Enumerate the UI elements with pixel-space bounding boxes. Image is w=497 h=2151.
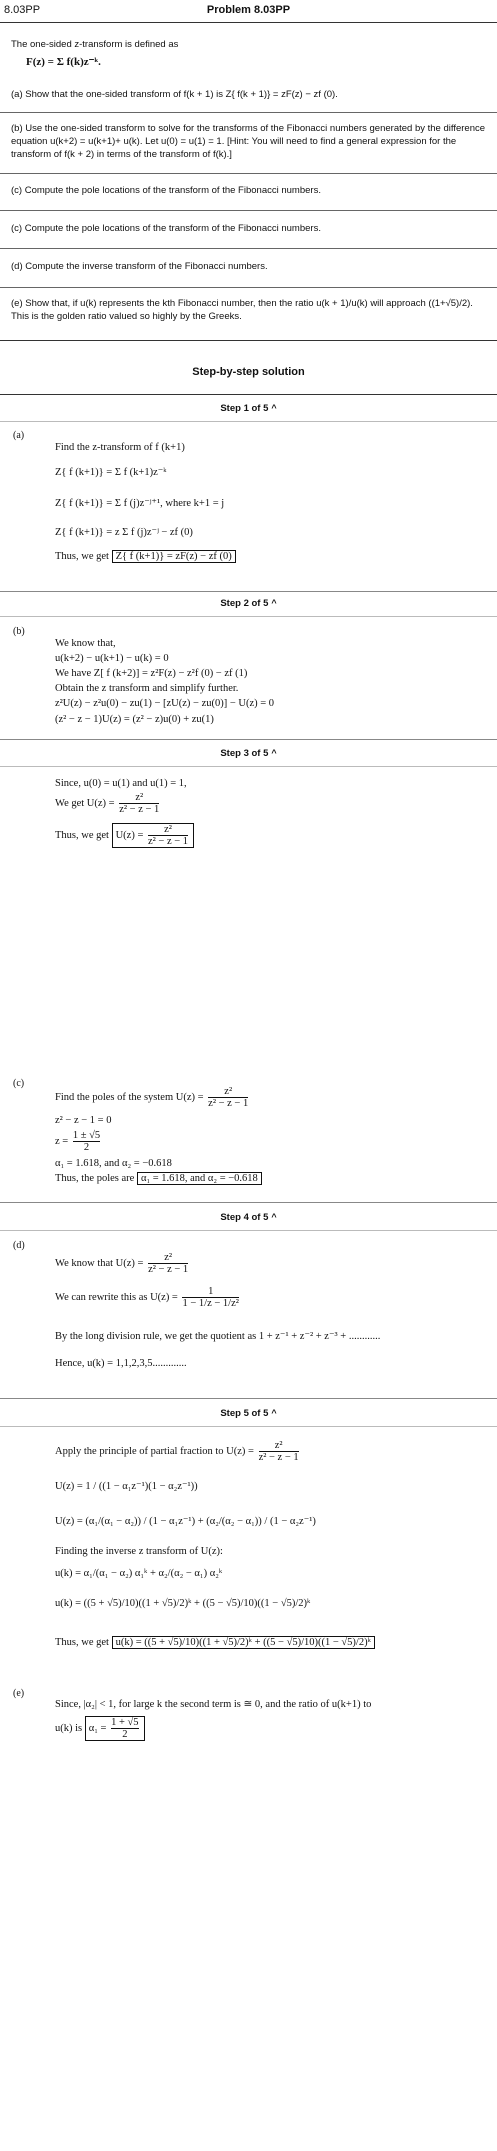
step4-line2: We can rewrite this as U(z) = $\frac{1}{\text{1 − 1/z − 1/z²}}$ [55,1286,239,1309]
step4-line4: Hence, u(k) = 1,1,2,3,5............. [55,1358,187,1369]
step3-thus: Thus, we get [55,829,109,841]
step1-line5 [55,550,236,563]
page-title: Problem 8.03PP [206,4,291,16]
step1-line3: Z{ f (k+1)} = Σ f (j)z⁻ʲ⁺¹, where k+1 = j [55,498,225,509]
section-divider [0,1398,497,1399]
problem-part-e: (e) Show that, if u(k) represents the kth Fibonacci number, then the ratio u(k + 1)/u(k) will approach ((1+√5)/2). This is the golden ratio valued so highly by the Greeks. [11,298,473,322]
part-label: (b) [13,626,25,637]
step1-thus: Thus, we get [55,551,109,562]
section-divider [0,591,497,592]
page-header [0,0,497,22]
step-1-header[interactable] [0,403,497,414]
step3-answer-box: U(z) = $\frac{\text{z²}}{\text{z² − z − 1}}$ [112,823,194,848]
divider [0,287,497,288]
section-divider [0,1202,497,1203]
part-label: (d) [13,1240,25,1251]
step2-line2: u(k+2) − u(k+1) − u(k) = 0 [55,653,169,664]
step3-c-line3: z = $\frac{1 \pm √5}{2}$ [55,1130,101,1153]
section-divider [0,340,497,341]
step2-line3: We have Z[ f (k+2)] = z²F(z) − z²f (0) − zf (1) [55,668,248,679]
problem-part-c1: (c) Compute the pole locations of the transform of the Fibonacci numbers. [11,185,321,196]
part-label: (c) [13,1078,25,1089]
step5-answer-box: u(k) = ((5 + √5)/10)((1 + √5)/2)ᵏ + ((5 − √5)/10)((1 − √5)/2)ᵏ [112,1636,375,1649]
step-divider [0,616,497,617]
step3-line3 [55,823,194,848]
step3-c-line1: Find the poles of the system U(z) = $\frac{\text{z²}}{\text{z² − z − 1}}$ [55,1086,249,1109]
step5-line2: U(z) = 1 / ((1 − α₁z⁻¹)(1 − α₂z⁻¹)) [55,1481,198,1492]
step-title: Step 3 of 5 [220,748,269,759]
step-title: Step 1 of 5 [220,403,269,414]
chevron-up-icon[interactable]: ^ [271,1408,277,1418]
step5-line1: Apply the principle of partial fraction to U(z) = $\frac{\text{z²}}{\text{z² − z − 1}}$ [55,1440,299,1463]
step3-line2 [55,792,161,815]
step5-line6: u(k) = ((5 + √5)/10)((1 + √5)/2)ᵏ + ((5 − √5)/10)((1 − √5)/2)ᵏ [55,1598,311,1609]
step5-line5: u(k) = α₁/(α₁ − α₂) α₁ᵏ + α₂/(α₂ − α₁) α₂ᵏ [55,1568,223,1579]
step-divider [0,766,497,767]
step-2-header[interactable] [0,598,497,609]
step2-line5: z²U(z) − z²u(0) − zu(1) − [zU(z) − zu(0)] − U(z) = 0 [55,698,275,709]
step3-c-line4: α₁ = 1.618, and α₂ = −0.618 [55,1158,172,1169]
problem-intro: The one-sided z-transform is defined as [11,39,179,50]
problem-part-c2: (c) Compute the pole locations of the transform of the Fibonacci numbers. [11,223,321,234]
step1-line1: Find the z-transform of f (k+1) [55,442,185,453]
problem-part-d: (d) Compute the inverse transform of the Fibonacci numbers. [11,261,268,272]
step4-line1: We know that U(z) = $\frac{\text{z²}}{\text{z² − z − 1}}$ [55,1252,189,1275]
step-3-header[interactable] [0,748,497,759]
step5-line3: U(z) = (α₁/(α₁ − α₂)) / (1 − α₁z⁻¹) + (α₂/(α₂ − α₁)) / (1 − α₂z⁻¹) [55,1516,316,1527]
step1-line4: Z{ f (k+1)} = z Σ f (j)z⁻ʲ − zf (0) [55,527,193,538]
step1-answer-box: Z{ f (k+1)} = zF(z) − zf (0) [112,550,236,563]
part-label: (e) [13,1688,25,1699]
step-title: Step 5 of 5 [220,1408,269,1419]
step3-we-get: We get U(z) = [55,797,115,809]
section-divider [0,739,497,740]
step-title: Step 2 of 5 [220,598,269,609]
step5-line4: Finding the inverse z transform of U(z): [55,1546,223,1557]
step3-c-line5: Thus, the poles are α₁ = 1.618, and α₂ = −0.618 [55,1172,262,1185]
chevron-up-icon[interactable]: ^ [271,598,277,608]
step4-line3: By the long division rule, we get the quotient as 1 + z⁻¹ + z⁻² + z⁻³ + ............ [55,1331,381,1342]
step1-line2: Z{ f (k+1)} = Σ f (k+1)z⁻ᵏ [55,467,167,478]
step2-line1: We know that, [55,638,116,649]
step3-poles-box: α₁ = 1.618, and α₂ = −0.618 [137,1172,262,1185]
step2-line6: (z² − z − 1)U(z) = (z² − z)u(0) + zu(1) [55,714,214,725]
step-5-header[interactable] [0,1408,497,1419]
solution-heading: Step-by-step solution [192,366,305,378]
step-title: Step 4 of 5 [220,1212,269,1223]
step-divider [0,1230,497,1231]
definition-formula: F(z) = Σ f(k)z⁻ᵏ. [26,56,101,68]
golden-ratio-box: α₁ = $\frac{1 + √5}{2}$ [85,1716,145,1741]
divider [0,248,497,249]
step5-line7: Thus, we get u(k) = ((5 + √5)/10)((1 + √5)/2)ᵏ + ((5 − √5)/10)((1 − √5)/2)ᵏ [55,1636,375,1649]
step3-c-line2: z² − z − 1 = 0 [55,1115,112,1126]
step3-line1: Since, u(0) = u(1) and u(1) = 1, [55,778,187,789]
chevron-up-icon[interactable]: ^ [271,403,277,413]
problem-part-a: (a) Show that the one-sided transform of f(k + 1) is Z{ f(k + 1)} = zF(z) − zf (0). [11,89,338,100]
step5-e-line1: Since, |α₂| < 1, for large k the second term is ≅ 0, and the ratio of u(k+1) to [55,1699,372,1710]
divider [0,210,497,211]
step5-e-line2: u(k) is α₁ = $\frac{1 + √5}{2}$ [55,1716,145,1741]
header-divider [0,22,497,23]
step3-fraction: $\frac{\text{z²}}{\text{z² − z − 1}}$ [119,792,160,815]
chevron-up-icon[interactable]: ^ [271,1212,277,1222]
divider [0,112,497,113]
chevron-up-icon[interactable]: ^ [271,748,277,758]
step-divider [0,1426,497,1427]
problem-part-b: (b) Use the one-sided transform to solve for the transforms of the Fibonacci numbers generated by the difference equation u(k+2) = u(k+1)+ u(k). Let u(0) = u(1) = 1. [Hint: You will need to find a general expression for the transform of f(k + 2) in terms of the transform of f(k).] [11,123,486,160]
step-4-header[interactable] [0,1212,497,1223]
section-divider [0,394,497,395]
step2-line4: Obtain the z transform and simplify further. [55,683,239,694]
part-label: (a) [13,430,25,441]
divider [0,173,497,174]
problem-id: 8.03PP [4,4,41,16]
step-divider [0,421,497,422]
